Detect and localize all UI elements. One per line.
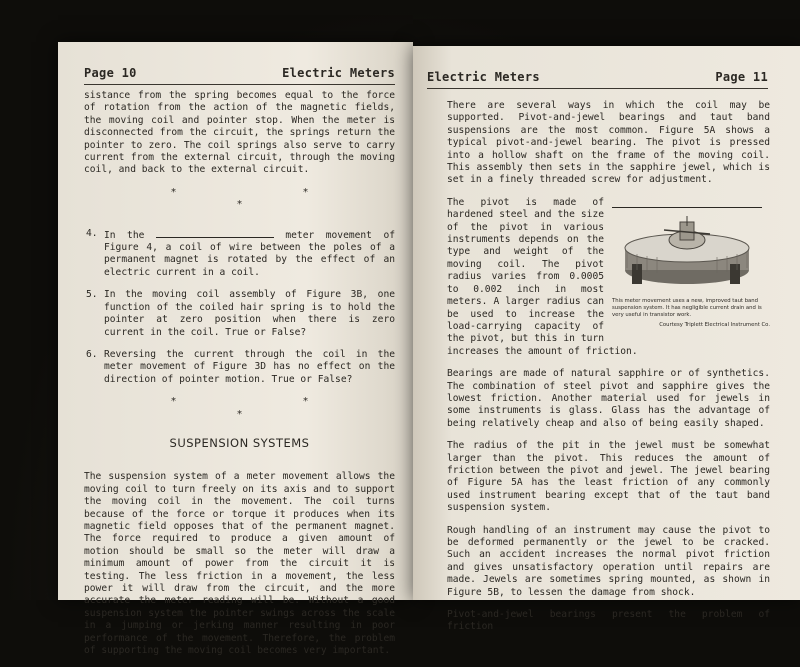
- meter-movement-image: [612, 212, 762, 294]
- left-page-header: [84, 62, 395, 85]
- question-text-pre: In the: [104, 229, 145, 241]
- question-item: [84, 289, 395, 339]
- question-list: [84, 228, 395, 386]
- question-text: meter movement of Figure 4, a coil of wire between the poles of a permanent magnet is rotated by the effect of an electric current in a coil.: [104, 229, 395, 278]
- paragraph: Bearings are made of natural sapphire or of synthetics. The combination of steel pivot and sapphire gives the lowest friction. Another material used for jewels in some instruments is glass. Glass has the advantage of being relatively cheap and also of being easily shaped.: [447, 368, 770, 429]
- paragraph: There are several ways in which the coil may be supported. Pivot-and-jewel bearings and taut band suspensions are the most common. Figure 5A shows a typical pivot-and-jewel bearing. The pivot is pressed into a hollow shaft on the frame of the moving coil. This assembly then sets in the sapphire jewel, which is set in a finely threaded screw for adjustment.: [447, 100, 770, 186]
- figure-caption: This meter movement uses a new, improved taut band suspension system. It has negligible current drain and is very useful in transistor work.: [612, 297, 762, 318]
- page-number: Page 10: [84, 66, 137, 80]
- question-text: In the moving coil assembly of Figure 3B, one function of the coiled hair spring is to hold the pointer at zero position when there is zero current in the coil. True or False?: [104, 289, 395, 338]
- section-title: SUSPENSION SYSTEMS: [169, 435, 310, 450]
- running-title: Electric Meters: [282, 66, 395, 80]
- question-number: 4.: [86, 227, 98, 239]
- section-paragraph: The suspension system of a meter movement allows the moving coil to turn freely on its axis and to support the moving coil in the movement. The coil turns because of the force or torque it produces when its magnetic field opposes that of the permanent magnet. The force required to produce a given amount of motion should be small so the meter will draw a minimum amount of power from the circuit it is testing. The less friction in a movement, the less power it will draw from the circuit, and the more accurate the meter reading will be. Without a good suspension system the pointer swings across the scale in a jumping or jerking manner resulting in poor performance of the movement. Therefore, the problem of supporting the moving coil becomes very important.: [84, 471, 395, 657]
- paragraph: The pivot is made of hardened steel and the size of the pivot in various instruments depends on the type and weight of the moving coil. The pivot radius varies from 0.0005 to 0.002 inch in most meters. A larger radius can be used to increase the load-carrying capacity of the pivot, but this in turn increases the amount of friction.: [447, 196, 638, 357]
- right-page: [413, 46, 800, 633]
- separator: * * *: [170, 396, 369, 420]
- figure-credit: Courtesy Triplett Electrical Instrument Co.: [659, 321, 770, 328]
- right-page-body: [447, 100, 770, 644]
- answer-blank: [156, 228, 274, 238]
- right-page-header: [427, 66, 768, 89]
- question-number: 6.: [86, 348, 98, 360]
- intro-paragraph: sistance from the spring becomes equal to the force of rotation from the action of the magnetic fields, the moving coil and pointer stop. When the meter is disconnected from the circuit, the springs return the pointer to zero. The coil springs also serve to carry current from the external circuit, through the moving coil, and back to the external circuit.: [84, 90, 395, 176]
- question-item: [84, 228, 395, 280]
- left-page: [58, 42, 413, 657]
- paragraph: Pivot-and-jewel bearings present the problem of friction: [447, 609, 770, 633]
- question-text: Reversing the current through the coil in the meter movement of Figure 3D has no effect on the direction of pointer motion. True or False?: [104, 348, 395, 385]
- figure: [612, 197, 770, 331]
- meter-movement-photo: [612, 207, 762, 292]
- question-item: [84, 349, 395, 386]
- page-number: Page 11: [715, 70, 768, 84]
- paragraph: The radius of the pit in the jewel must be somewhat larger than the pivot. This reduces the amount of friction between the pivot and jewel. The jewel bearing of Figure 5A has the least friction of any commonly used instrument bearing except that of the taut band suspension system.: [447, 440, 770, 514]
- left-page-body: [84, 90, 395, 667]
- paragraph: Rough handling of an instrument may cause the pivot to be deformed permanently or the jewel to be cracked. Such an accident increases the normal pivot friction and gives unsatisfactory operation until repairs are made. Jewels are sometimes spring mounted, as shown in Figure 5B, to lessen the damage from shock.: [447, 524, 770, 598]
- separator: * * *: [170, 186, 369, 211]
- question-number: 5.: [86, 289, 98, 301]
- running-title: Electric Meters: [427, 70, 540, 84]
